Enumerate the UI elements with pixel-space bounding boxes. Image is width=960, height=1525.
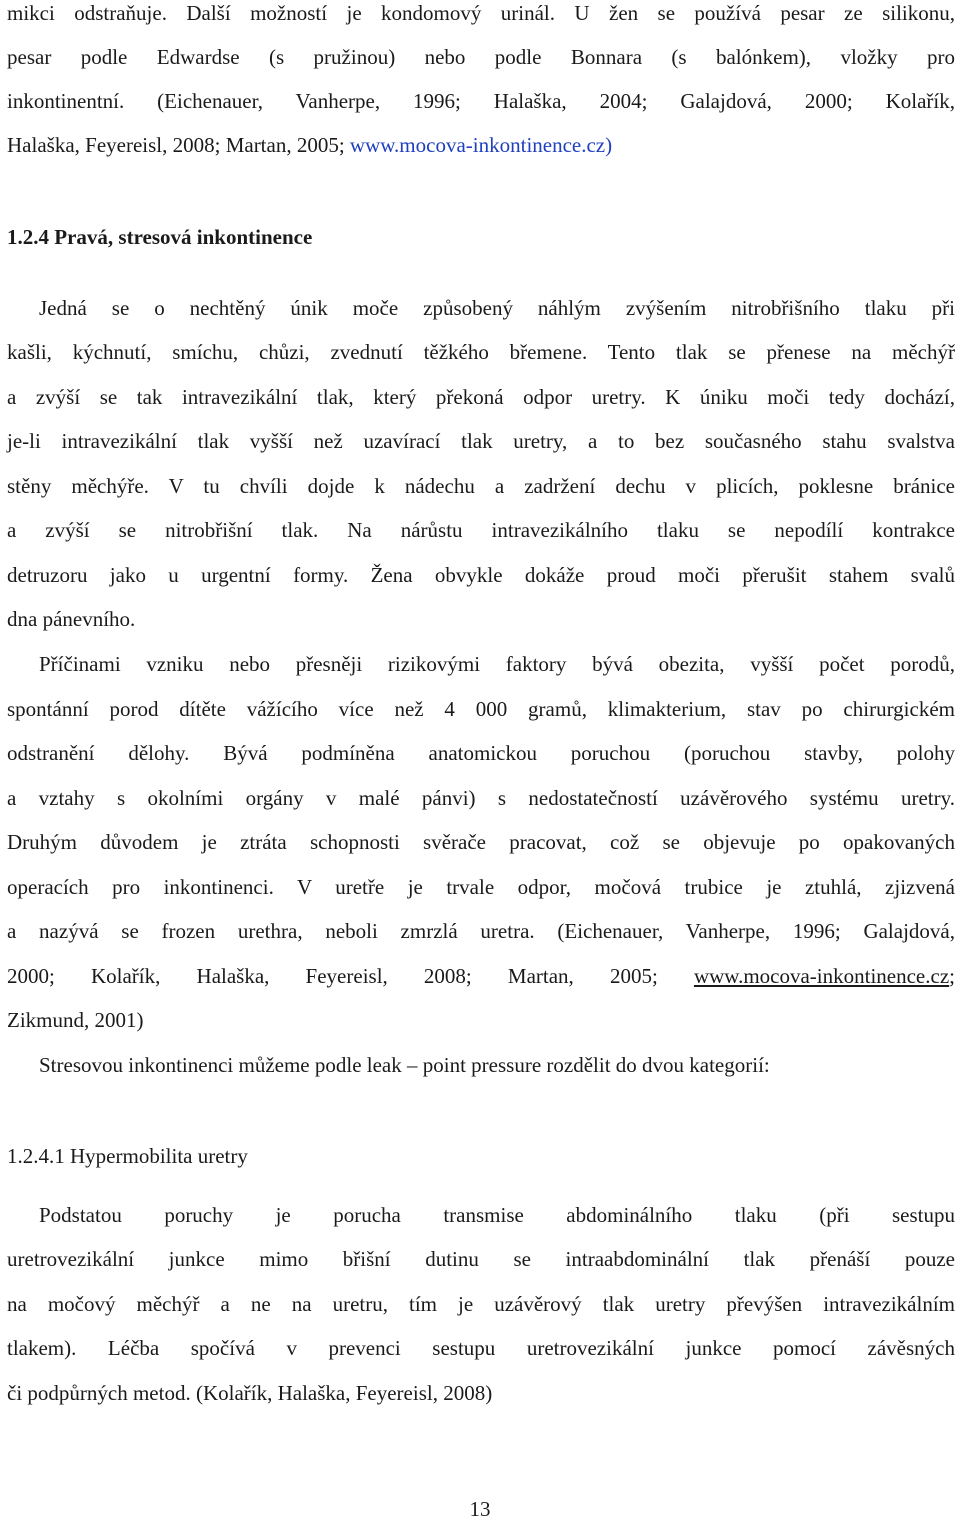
text-line: inkontinentní. (Eichenauer, Vanherpe, 1996; Halaška, 2004; Galajdová, 2000; Kolařík, xyxy=(7,89,955,113)
section-heading: 1.2.4 Pravá, stresová inkontinence xyxy=(7,225,313,249)
text-segment: ; xyxy=(949,964,955,988)
text-line: Jedná se o nechtěný únik moče způsobený náhlým zvýšením nitrobřišního tlaku při xyxy=(39,296,955,320)
text-line: Stresovou inkontinenci můžeme podle leak – point pressure rozdělit do dvou kategorií: xyxy=(39,1053,770,1077)
text-line: mikci odstraňuje. Další možností je kondomový urinál. U žen se používá pesar ze silikonu, xyxy=(7,1,955,25)
text-segment: 2000; Kolařík, Halaška, Feyereisl, 2008; Martan, 2005; xyxy=(7,964,694,988)
text-line: operacích pro inkontinenci. V uretře je trvale odpor, močová trubice je ztuhlá, zjizvená xyxy=(7,875,955,899)
text-line: či podpůrných metod. (Kolařík, Halaška, Feyereisl, 2008) xyxy=(7,1381,493,1405)
text-segment: ) xyxy=(605,133,613,157)
text-line: na močový měchýř a ne na uretru, tím je uzávěrový tlak uretry převýšen intravezikálním xyxy=(7,1292,955,1316)
text-line: a nazývá se frozen urethra, neboli zmrzlá uretra. (Eichenauer, Vanherpe, 1996; Galajdová, xyxy=(7,919,955,943)
text-line: detruzoru jako u urgentní formy. Žena obvykle dokáže proud moči přerušit stahem svalů xyxy=(7,563,955,587)
text-line: a zvýší se tak intravezikální tlak, který překoná odpor uretry. K úniku moči tedy dochází, xyxy=(7,385,955,409)
text-line: uretrovezikální junkce mimo břišní dutinu se intraabdominální tlak přenáší pouze xyxy=(7,1247,955,1271)
text-line xyxy=(7,132,955,158)
text-line: Druhým důvodem je ztráta schopnosti svěrače pracovat, což se objevuje po opakovaných xyxy=(7,830,955,854)
text-line: kašli, kýchnutí, smíchu, chůzi, zvednutí těžkého břemene. Tento tlak se přenese na měchýř xyxy=(7,340,955,364)
text-line: Příčinami vzniku nebo přesněji rizikovými faktory bývá obezita, vyšší počet porodů, xyxy=(39,652,955,676)
text-line: je-li intravezikální tlak vyšší než uzavírací tlak uretry, a to bez současného stahu svalstva xyxy=(7,429,955,453)
website-link[interactable]: www.mocova-inkontinence.cz xyxy=(349,133,606,157)
page-number: 13 xyxy=(469,1497,491,1521)
text-line: a vztahy s okolními orgány v malé pánvi) s nedostatečností uzávěrového systému uretry. xyxy=(7,786,955,810)
text-line: spontánní porod dítěte vážícího více než 4 000 gramů, klimakterium, stav po chirurgickém xyxy=(7,697,955,721)
text-segment: Halaška, Feyereisl, 2008; Martan, 2005; xyxy=(7,133,350,157)
text-line xyxy=(7,963,955,989)
text-line: dna pánevního. xyxy=(7,607,136,631)
text-line: odstranění dělohy. Bývá podmíněna anatomickou poruchou (poruchou stavby, polohy xyxy=(7,741,955,765)
text-line: a zvýší se nitrobřišní tlak. Na nárůstu intravezikálního tlaku se nepodílí kontrakce xyxy=(7,518,955,542)
text-line: stěny měchýře. V tu chvíli dojde k nádechu a zadržení dechu v plicích, poklesne bránice xyxy=(7,474,955,498)
text-line: tlakem). Léčba spočívá v prevenci sestupu uretrovezikální junkce pomocí závěsných xyxy=(7,1336,955,1360)
website-link[interactable]: www.mocova-inkontinence.cz xyxy=(693,964,950,988)
subsection-heading: 1.2.4.1 Hypermobilita uretry xyxy=(7,1144,248,1168)
text-line: Zikmund, 2001) xyxy=(7,1008,144,1032)
text-line: pesar podle Edwardse (s pružinou) nebo podle Bonnara (s balónkem), vložky pro xyxy=(7,45,955,69)
text-line: Podstatou poruchy je porucha transmise abdominálního tlaku (při sestupu xyxy=(39,1203,955,1227)
